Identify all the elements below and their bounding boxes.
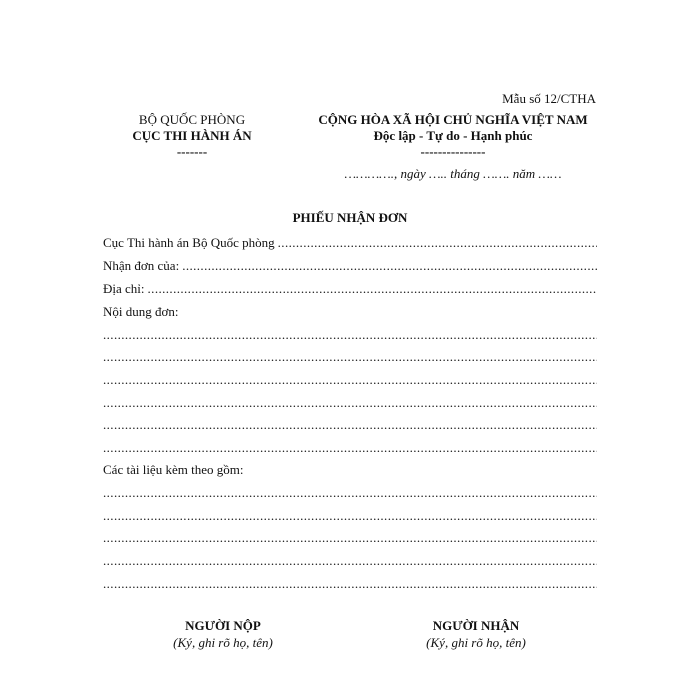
right-header-divider: ---------------: [420, 144, 486, 159]
country-name: CỘNG HÒA XÃ HỘI CHỦ NGHĨA VIỆT NAM: [318, 112, 588, 127]
submitter-signature: [133, 617, 313, 651]
received-from-blank[interactable]: [182, 257, 597, 274]
address-label: Địa chỉ:: [103, 281, 145, 296]
content-blank[interactable]: [103, 416, 597, 433]
address-row: [103, 280, 597, 297]
address-blank[interactable]: [148, 280, 597, 297]
content-blank[interactable]: [103, 348, 597, 365]
agency-label: Cục Thi hành án Bộ Quốc phòng: [103, 235, 275, 250]
ministry-name: BỘ QUỐC PHÒNG: [138, 112, 246, 127]
content-line: [103, 326, 597, 343]
attachments-blank[interactable]: [103, 575, 597, 592]
content-blank[interactable]: [103, 394, 597, 411]
content-line: [103, 439, 597, 456]
agency-row: [103, 234, 597, 251]
right-header: [298, 112, 608, 160]
content-line: [103, 371, 597, 388]
attachments-blank[interactable]: [103, 552, 597, 569]
content-blank[interactable]: [103, 326, 597, 343]
attachments-line: [103, 552, 597, 569]
attachments-line: [103, 507, 597, 524]
attachments-row: [103, 461, 597, 478]
left-header-divider: -------: [176, 144, 208, 159]
left-header: [120, 112, 264, 160]
attachments-blank[interactable]: [103, 484, 597, 501]
form-number: Mẫu số 12/CTHA: [502, 91, 596, 106]
receiver-hint: (Ký, ghi rõ họ, tên): [426, 635, 526, 650]
attachments-label: Các tài liệu kèm theo gồm:: [103, 462, 244, 477]
content-label: Nội dung đơn:: [103, 304, 179, 319]
submitter-hint: (Ký, ghi rõ họ, tên): [173, 635, 273, 650]
received-from-row: [103, 257, 597, 274]
content-blank[interactable]: [103, 371, 597, 388]
content-line: [103, 348, 597, 365]
department-name: CỤC THI HÀNH ÁN: [132, 128, 252, 143]
attachments-blank[interactable]: [103, 529, 597, 546]
receiver-signature: [386, 617, 566, 651]
page-title: PHIẾU NHẬN ĐƠN: [292, 210, 408, 225]
agency-blank[interactable]: [278, 234, 597, 251]
attachments-blank[interactable]: [103, 507, 597, 524]
date-line: …………., ngày ….. tháng ……. năm ……: [344, 166, 562, 181]
content-row: [103, 303, 597, 320]
content-line: [103, 416, 597, 433]
content-blank[interactable]: [103, 439, 597, 456]
attachments-line: [103, 575, 597, 592]
receiver-role: NGƯỜI NHẬN: [432, 618, 520, 633]
motto: Độc lập - Tự do - Hạnh phúc: [373, 128, 533, 143]
attachments-line: [103, 484, 597, 501]
content-line: [103, 394, 597, 411]
submitter-role: NGƯỜI NỘP: [185, 618, 261, 633]
attachments-line: [103, 529, 597, 546]
received-from-label: Nhận đơn của:: [103, 258, 180, 273]
